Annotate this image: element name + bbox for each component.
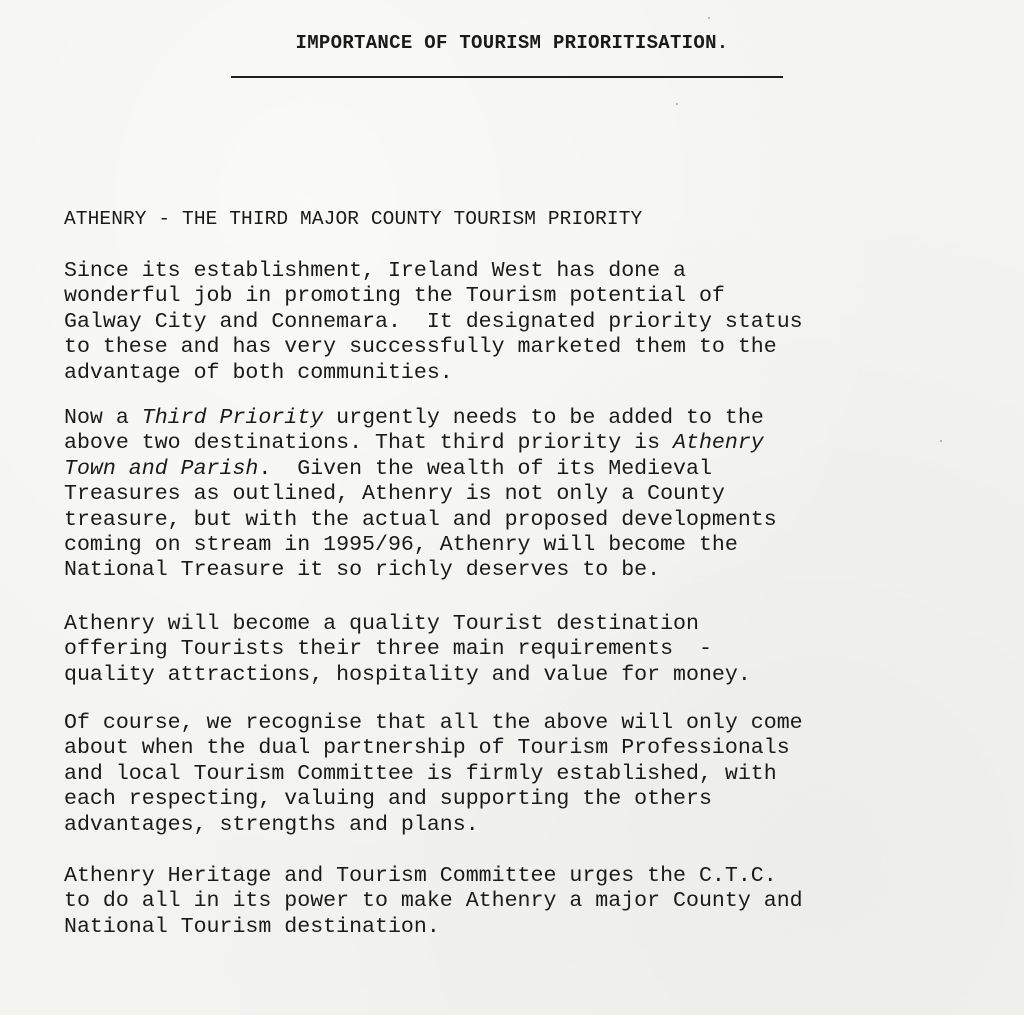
italic-text: Athenry xyxy=(673,431,764,456)
text-run: quality attractions, hospitality and value for money. xyxy=(64,662,751,687)
paper-speck xyxy=(708,17,710,19)
document-title: IMPORTANCE OF TOURISM PRIORITISATION. xyxy=(295,32,729,54)
text-run: Athenry Heritage and Tourism Committee urges the C.T.C. xyxy=(64,864,777,888)
text-line xyxy=(64,508,777,533)
text-line xyxy=(64,889,803,914)
text-line xyxy=(64,711,803,736)
text-run: Treasures as outlined, Athenry is not only a County xyxy=(64,482,725,507)
text-run: Of course, we recognise that all the above will only come xyxy=(64,711,803,735)
text-run: Galway City and Connemara. It designated priority status xyxy=(64,309,803,334)
text-line xyxy=(64,310,803,335)
italic-text: Third Priority xyxy=(141,406,324,430)
text-line xyxy=(64,259,803,284)
text-run: National Treasure it so richly deserves to be. xyxy=(64,558,661,583)
text-run: urgently needs to be added to the xyxy=(323,406,764,430)
text-run: . Given the wealth of its Medieval xyxy=(258,456,712,481)
text-line xyxy=(64,762,803,787)
paragraph-3 xyxy=(64,612,751,688)
italic-text: Town and Parish xyxy=(64,456,259,481)
text-run: Now a xyxy=(64,406,142,430)
text-line xyxy=(64,915,803,940)
text-run: advantage of both communities. xyxy=(64,360,453,385)
text-line xyxy=(64,736,803,761)
text-run: to these and has very successfully marketed them to the xyxy=(64,335,777,360)
text-run: National Tourism destination. xyxy=(64,914,440,939)
paragraph-1 xyxy=(64,259,803,386)
text-line xyxy=(64,533,777,558)
text-run: Since its establishment, Ireland West has done a xyxy=(64,259,687,283)
text-line xyxy=(64,361,803,386)
paragraph-2 xyxy=(64,406,777,584)
section-heading: ATHENRY - THE THIRD MAJOR COUNTY TOURISM PRIORITY xyxy=(64,208,643,230)
text-run: about when the dual partnership of Tourism Professionals xyxy=(64,736,790,761)
text-run: and local Tourism Committee is firmly established, with xyxy=(64,761,777,786)
text-line xyxy=(64,663,751,688)
text-run: each respecting, valuing and supporting the others xyxy=(64,787,712,812)
text-line xyxy=(64,335,803,360)
text-run: coming on stream in 1995/96, Athenry will become the xyxy=(64,532,738,557)
text-run: above two destinations. That third priority is xyxy=(64,431,674,456)
text-line xyxy=(64,612,751,637)
paragraph-4 xyxy=(64,711,803,838)
text-line xyxy=(64,482,777,507)
text-run: advantages, strengths and plans. xyxy=(64,812,479,837)
text-line xyxy=(64,406,777,431)
text-line xyxy=(64,864,803,889)
text-line xyxy=(64,431,777,456)
paragraph-5 xyxy=(64,864,803,940)
text-line xyxy=(64,284,803,309)
paper-speck xyxy=(676,103,678,105)
text-line xyxy=(64,637,751,662)
text-line xyxy=(64,457,777,482)
text-run: to do all in its power to make Athenry a major County and xyxy=(64,889,803,914)
text-line xyxy=(64,787,803,812)
text-line xyxy=(64,558,777,583)
title-underline xyxy=(231,76,783,78)
text-run: Athenry will become a quality Tourist destination xyxy=(64,612,699,636)
text-run: treasure, but with the actual and proposed developments xyxy=(64,507,777,532)
paper-speck xyxy=(940,440,942,442)
text-run: offering Tourists their three main requirements - xyxy=(64,637,712,662)
text-line xyxy=(64,813,803,838)
text-run: wonderful job in promoting the Tourism potential of xyxy=(64,284,725,309)
